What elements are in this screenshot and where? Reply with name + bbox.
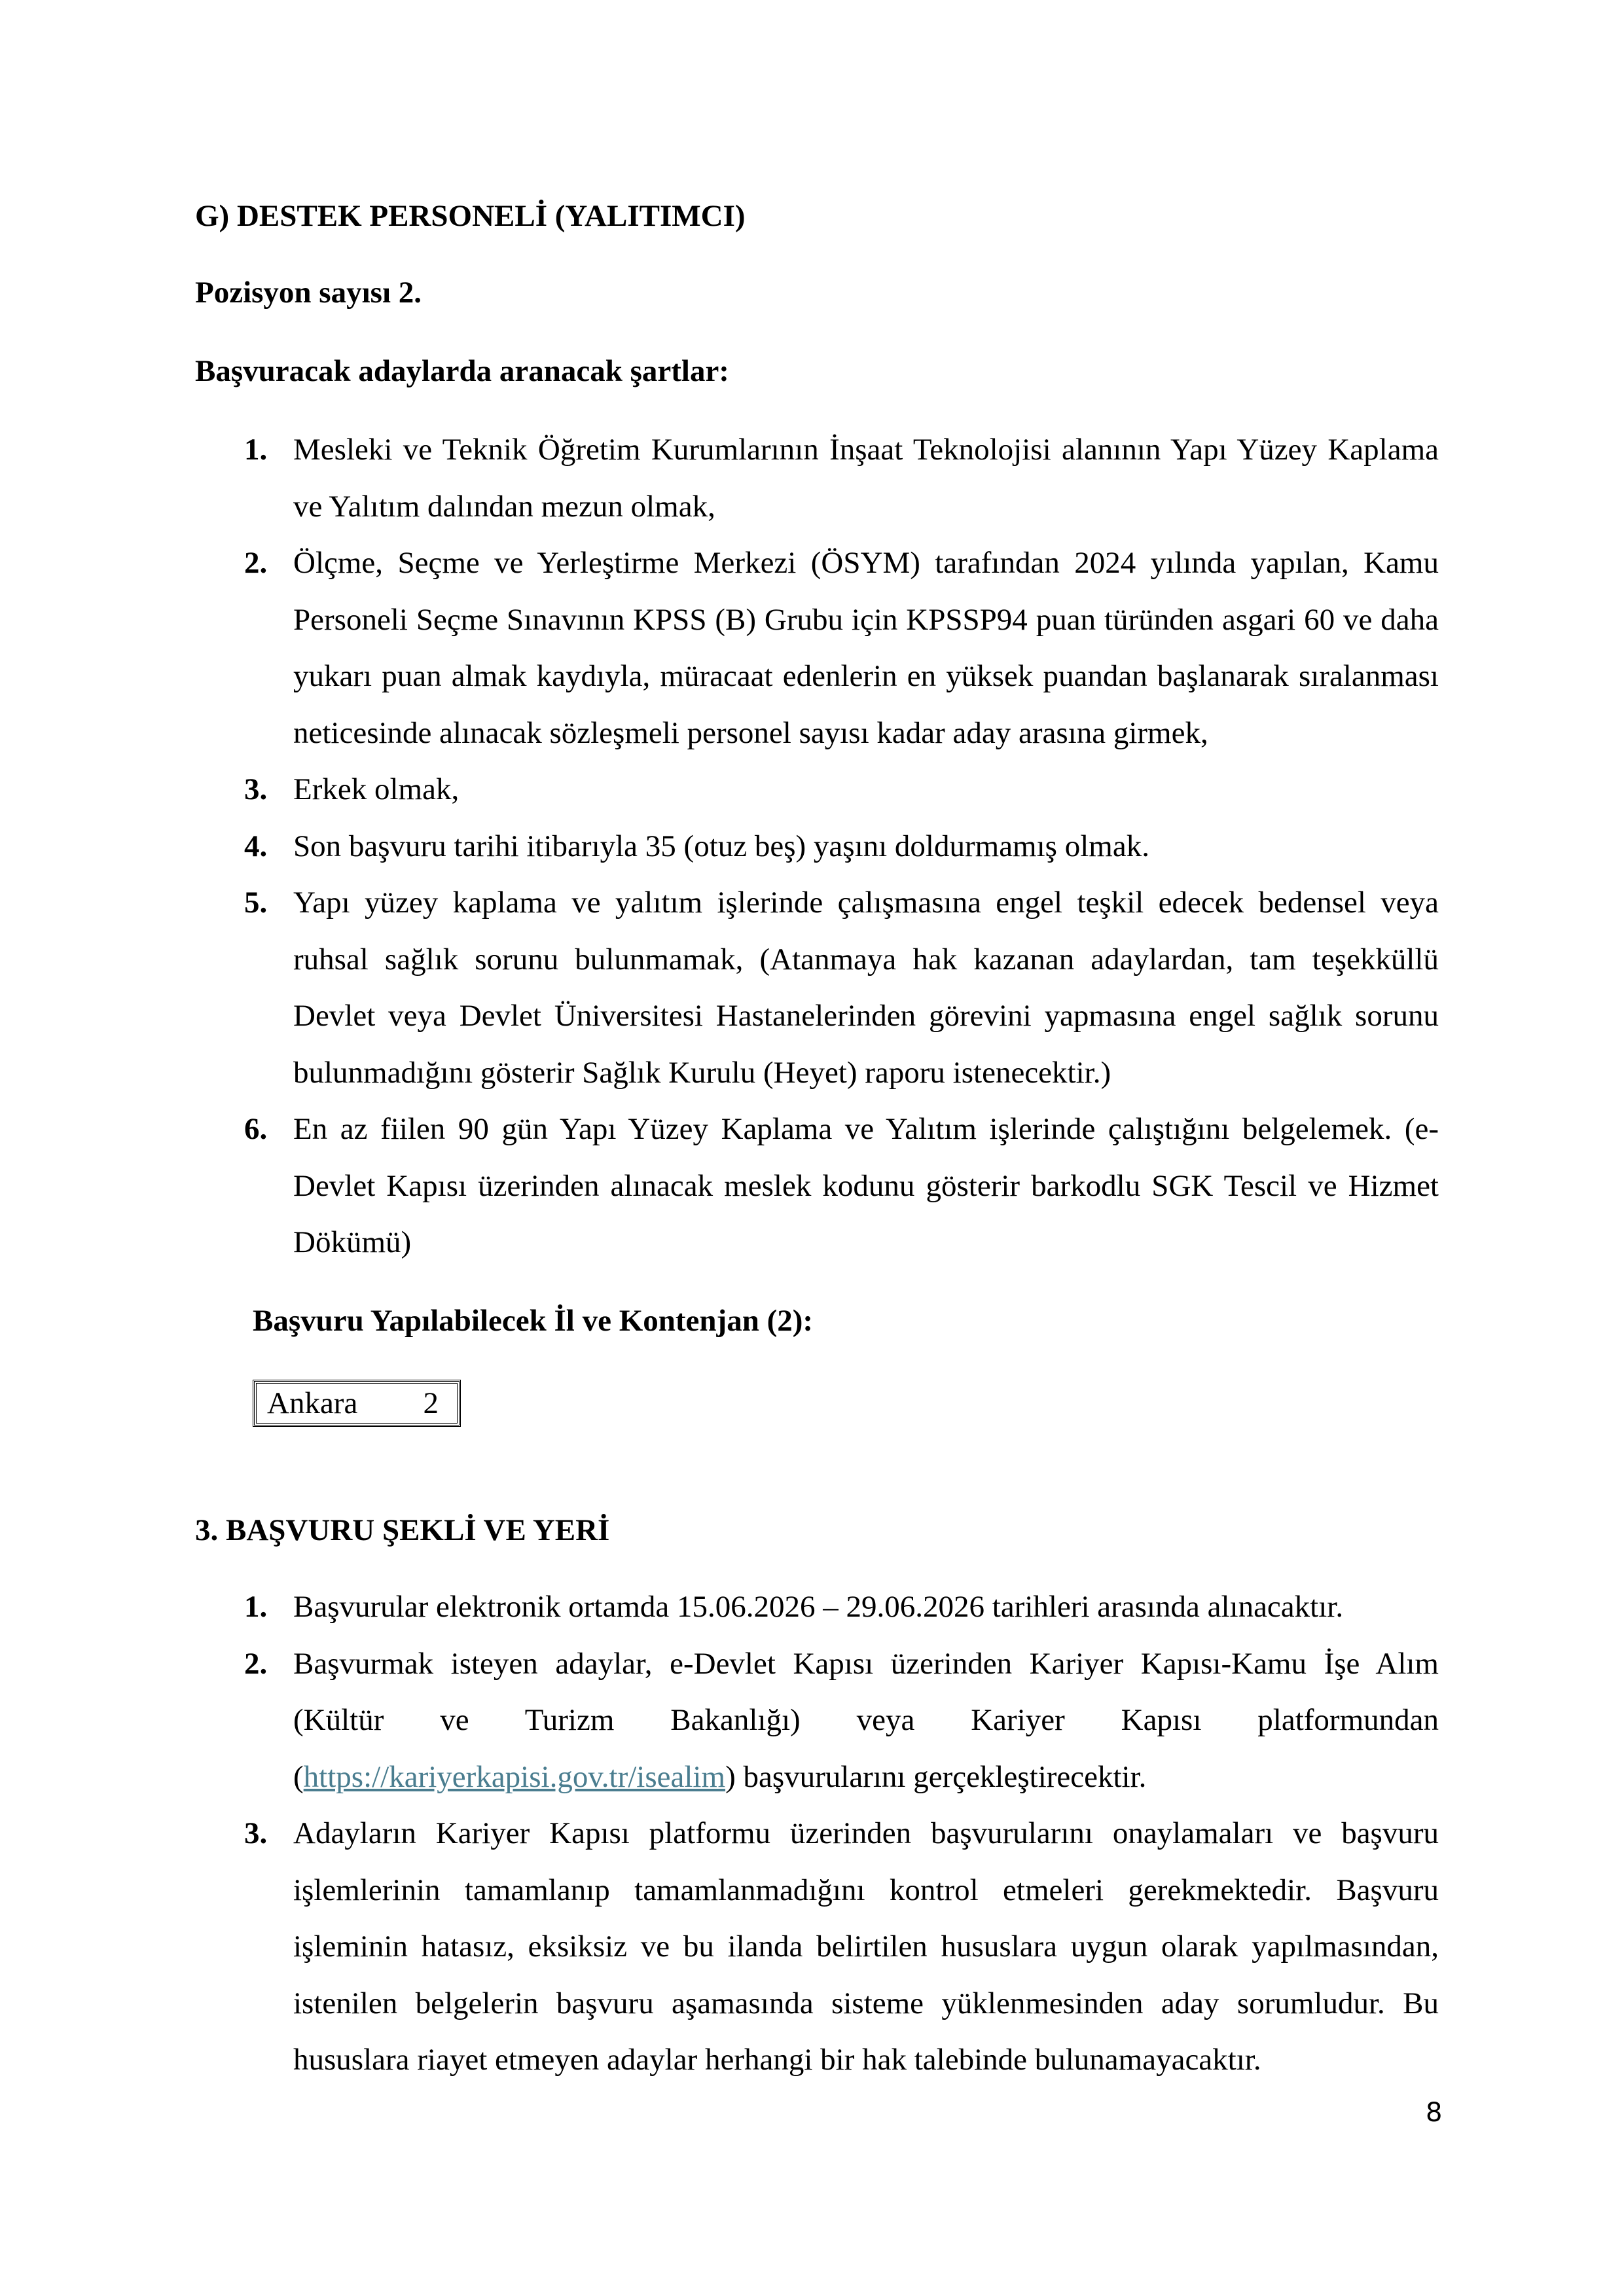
requirements-title: Başvuracak adaylarda aranacak şartlar: (195, 354, 729, 388)
item-text: Son başvuru tarihi itibarıyla 35 (otuz beş) yaşını doldurmamış olmak. (293, 829, 1149, 863)
position-count: Pozisyon sayısı 2. (195, 276, 422, 310)
item-text: Adayların Kariyer Kapısı platformu üzerinden başvurularını onaylamaları ve başvuru işlemlerinin tamamlanıp tamamlanmadığını kontrol etmeleri gerekmektedir. Başvuru işleminin hatasız, eksiksiz ve bu ilanda belirtilen hususlara uygun olarak yapılmasından, istenilen belgelerin başvuru aşamasında sisteme yüklenmesinden aday sorumludur. Bu hususlara riayet etmeyen adaylar herhangi bir hak talebinde bulunamayacaktır. (293, 1816, 1439, 2077)
item-number: 3. (244, 1816, 268, 1850)
list-item (195, 535, 1439, 761)
item-number: 2. (244, 546, 268, 580)
item-text: Yapı yüzey kaplama ve yalıtım işlerinde çalışmasına engel teşkil edecek bedensel veya ruhsal sağlık sorunu bulunmamak, (Atanmaya hak kazanan adaylardan, tam teşekküllü Devlet veya Devlet Üniversitesi Hastanelerinden görevini yapmasına engel sağlık sorunu bulunmadığını gösterir Sağlık Kurulu (Heyet) raporu istenecektir.) (293, 886, 1439, 1090)
item-text: Mesleki ve Teknik Öğretim Kurumlarının İnşaat Teknolojisi alanının Yapı Yüzey Kaplama ve Yalıtım dalından mezun olmak, (293, 433, 1439, 524)
item-text: Erkek olmak, (293, 772, 460, 806)
item-number: 4. (244, 829, 268, 863)
page-number: 8 (1426, 2098, 1443, 2128)
list-item (195, 818, 1439, 875)
item-text: Ölçme, Seçme ve Yerleştirme Merkezi (ÖSYM) tarafından 2024 yılında yapılan, Kamu Personeli Seçme Sınavının KPSS (B) Grubu için KPSSP94 puan türünden asgari 60 ve daha yukarı puan almak kaydıyla, müracaat edenlerin en yüksek puandan başlanarak sıralanması neticesinde alınacak sözleşmeli personel sayısı kadar aday arasına girmek, (293, 546, 1439, 750)
section-g-title: G) DESTEK PERSONELİ (YALITIMCI) (195, 199, 746, 233)
item-number: 6. (244, 1112, 268, 1146)
requirements-list (195, 422, 1439, 1271)
list-item (195, 1636, 1439, 1806)
item-text-before: Başvurmak isteyen adaylar, e-Devlet Kapısı üzerinden Kariyer Kapısı-Kamu İşe Alım (Kültür ve Turizm Bakanlığı) veya Kariyer Kapısı platformundan ( (293, 1646, 1439, 1794)
list-item (195, 874, 1439, 1101)
quota-table (253, 1380, 461, 1427)
item-number: 5. (244, 886, 268, 920)
section-3-title: 3. BAŞVURU ŞEKLİ VE YERİ (195, 1513, 610, 1547)
item-text (293, 1636, 1439, 1806)
list-item (195, 1101, 1439, 1271)
application-list (195, 1579, 1439, 2089)
list-item (195, 761, 1439, 818)
item-text: En az fiilen 90 gün Yapı Yüzey Kaplama ve Yalıtım işlerinde çalıştığını belgelemek. (e-Devlet Kapısı üzerinden alınacak meslek kodunu gösterir barkodlu SGK Tescil ve Hizmet Dökümü) (293, 1112, 1439, 1259)
item-number: 1. (244, 433, 268, 467)
list-item (195, 422, 1439, 535)
item-text: Başvurular elektronik ortamda 15.06.2026 – 29.06.2026 tarihleri arasında alınacaktır. (293, 1590, 1344, 1624)
item-number: 1. (244, 1590, 268, 1624)
list-item (195, 1579, 1439, 1636)
table-row (256, 1383, 458, 1424)
quota-title: Başvuru Yapılabilecek İl ve Kontenjan (2): (253, 1304, 814, 1338)
item-number: 2. (244, 1646, 268, 1681)
item-text-after: ) başvurularını gerçekleştirecektir. (725, 1759, 1147, 1794)
item-number: 3. (244, 772, 268, 806)
kariyer-kapisi-link[interactable]: https://kariyerkapisi.gov.tr/isealim (303, 1759, 726, 1794)
quota-city: Ankara (256, 1383, 402, 1424)
quota-count: 2 (402, 1383, 458, 1424)
list-item (195, 1805, 1439, 2089)
